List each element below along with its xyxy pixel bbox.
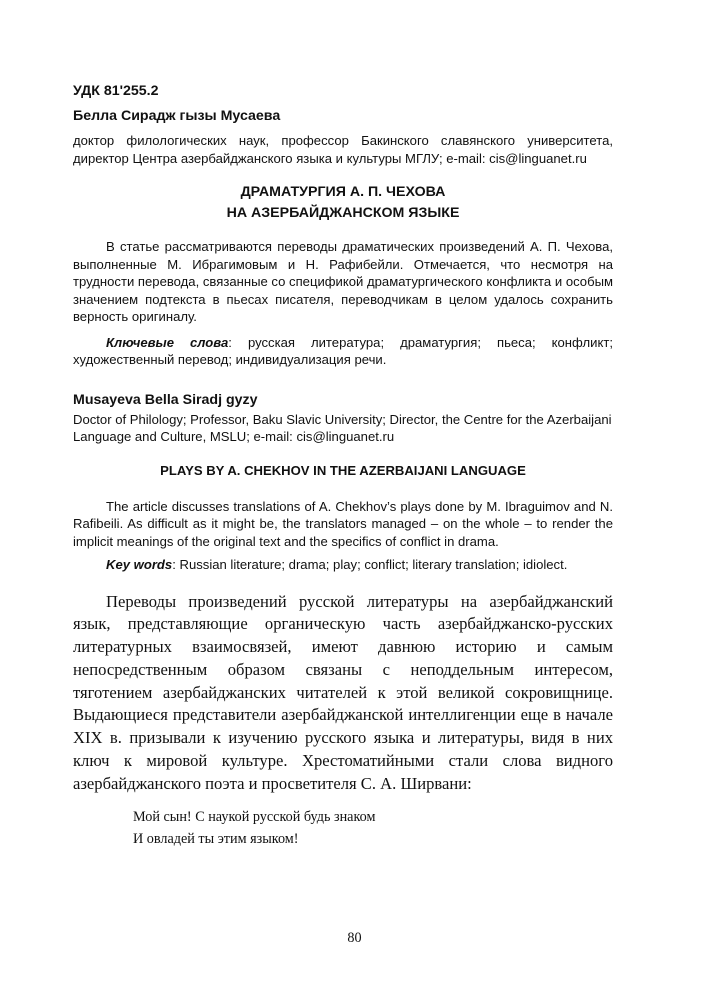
article-title-en: PLAYS BY A. CHEKHOV IN THE AZERBAIJANI LANGUAGE — [160, 462, 526, 478]
author-affiliation-en: Doctor of Philology; Professor, Baku Slavic University; Director, the Centre for the Azerbaijani Language and Culture, MSLU; e-mail: cis@linguanet.ru — [73, 411, 612, 444]
keywords-ru-text: : русская литература; драматургия; пьеса; конфликт; художественный перевод; индивидуализация речи. — [73, 334, 613, 367]
article-title-ru — [73, 182, 613, 224]
verse-line-1: Мой сын! С наукой русской будь знаком — [133, 808, 376, 825]
keywords-en-text: : Russian literature; drama; play; conflict; literary translation; idiolect. — [172, 557, 568, 572]
udc-code: УДК 81'255.2 — [73, 83, 159, 99]
keywords-ru — [73, 334, 613, 369]
author-name-ru: Белла Сирадж гызы Мусаева — [73, 108, 281, 124]
author-affiliation-ru: доктор филологических наук, профессор Бакинского славянского университета, директор Центра азербайджанского языка и культуры МГЛУ; e-mail: cis@linguanet.ru — [73, 133, 613, 166]
body-paragraph: Переводы произведений русской литературы на азербайджанский язык, представляющие органическую часть азербайджанско-русских литературных взаимосвязей, имеют давнюю историю и самым непосредственным образом связаны с неподдельным интересом, тяготением азербайджанских читателей к этой великой сокровищнице. Выдающиеся представители азербайджанской интеллигенции еще в начале XIX в. призывали к изучению русского языка и литературы, видя в них ключ к мировой культуре. Хрестоматийными стали слова видного азербайджанского поэта и просветителя С. А. Ширвани: — [73, 591, 613, 793]
article-page — [73, 82, 613, 850]
keywords-ru-label: Ключевые слова — [106, 334, 229, 350]
verse-quote — [133, 806, 613, 850]
abstract-en: The article discusses translations of A. Chekhov’s plays done by M. Ibraguimov and N. Rafibeili. As difficult as it might be, the translators managed – on the whole – to render the implicit meanings of the original text and the specifics of conflict in drama. — [73, 498, 613, 549]
keywords-en-label: Key words — [106, 557, 173, 572]
page-number: 80 — [347, 930, 362, 946]
author-name-en: Musayeva Bella Siradj gyzy — [73, 391, 258, 408]
verse-line-2: И овладей ты этим языком! — [133, 830, 299, 847]
abstract-ru: В статье рассматриваются переводы драматических произведений А. П. Чехова, выполненные М. Ибрагимовым и Н. Рафибейли. Отмечается, что несмотря на трудности перевода, связанные со спецификой драматургического конфликта и особым значением подтекста в пьесах писателя, переводчикам в целом удалось сохранить верность оригиналу. — [73, 239, 613, 324]
title-ru-line-1: ДРАМАТУРГИЯ А. П. ЧЕХОВА — [240, 184, 446, 200]
title-ru-line-2: НА АЗЕРБАЙДЖАНСКОМ ЯЗЫКЕ — [226, 205, 460, 221]
keywords-en — [73, 556, 613, 574]
